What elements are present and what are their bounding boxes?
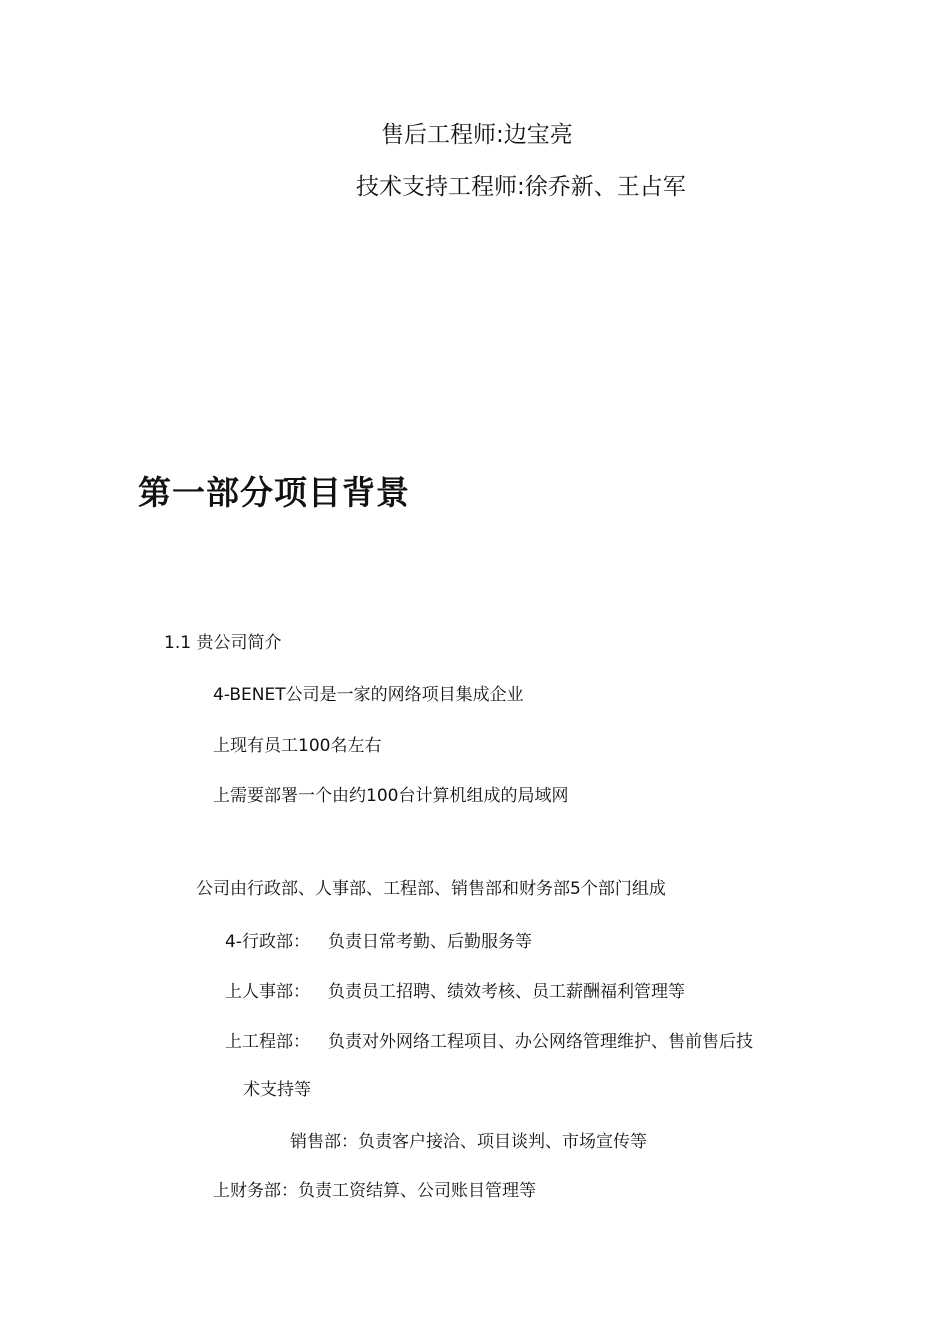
bullet-2: 上现有员工100名左右 — [213, 736, 382, 756]
dept-admin-desc: 负责日常考勤、后勤服务等 — [328, 932, 532, 952]
section-heading: 1.1 贵公司简介 — [164, 633, 282, 653]
dept-engineering-desc: 负责对外网络工程项目、办公网络管理维护、售前售后技 — [328, 1032, 753, 1052]
dept-hr-desc: 负责员工招聘、绩效考核、员工薪酬福利管理等 — [328, 982, 685, 1002]
dept-engineering-desc-cont: 术支持等 — [243, 1080, 311, 1100]
credit-after-sales: 售后工程师:边宝亮 — [381, 122, 573, 148]
dept-finance: 上财务部：负责工资结算、公司账目管理等 — [213, 1181, 536, 1201]
credit-tech-support: 技术支持工程师:徐乔新、王占军 — [356, 174, 686, 200]
dept-sales: 销售部：负责客户接洽、项目谈判、市场宣传等 — [290, 1132, 647, 1152]
dept-engineering-name: 上工程部： — [225, 1032, 310, 1052]
bullet-1: 4-BENET公司是一家的网络项目集成企业 — [213, 685, 524, 705]
departments-intro: 公司由行政部、人事部、工程部、销售部和财务部5个部门组成 — [196, 879, 666, 899]
part-title: 第一部分项目背景 — [138, 473, 410, 512]
dept-hr-name: 上人事部： — [225, 982, 310, 1002]
bullet-3: 上需要部署一个由约100台计算机组成的局域网 — [213, 786, 569, 806]
dept-admin-name: 4-行政部： — [225, 932, 310, 952]
